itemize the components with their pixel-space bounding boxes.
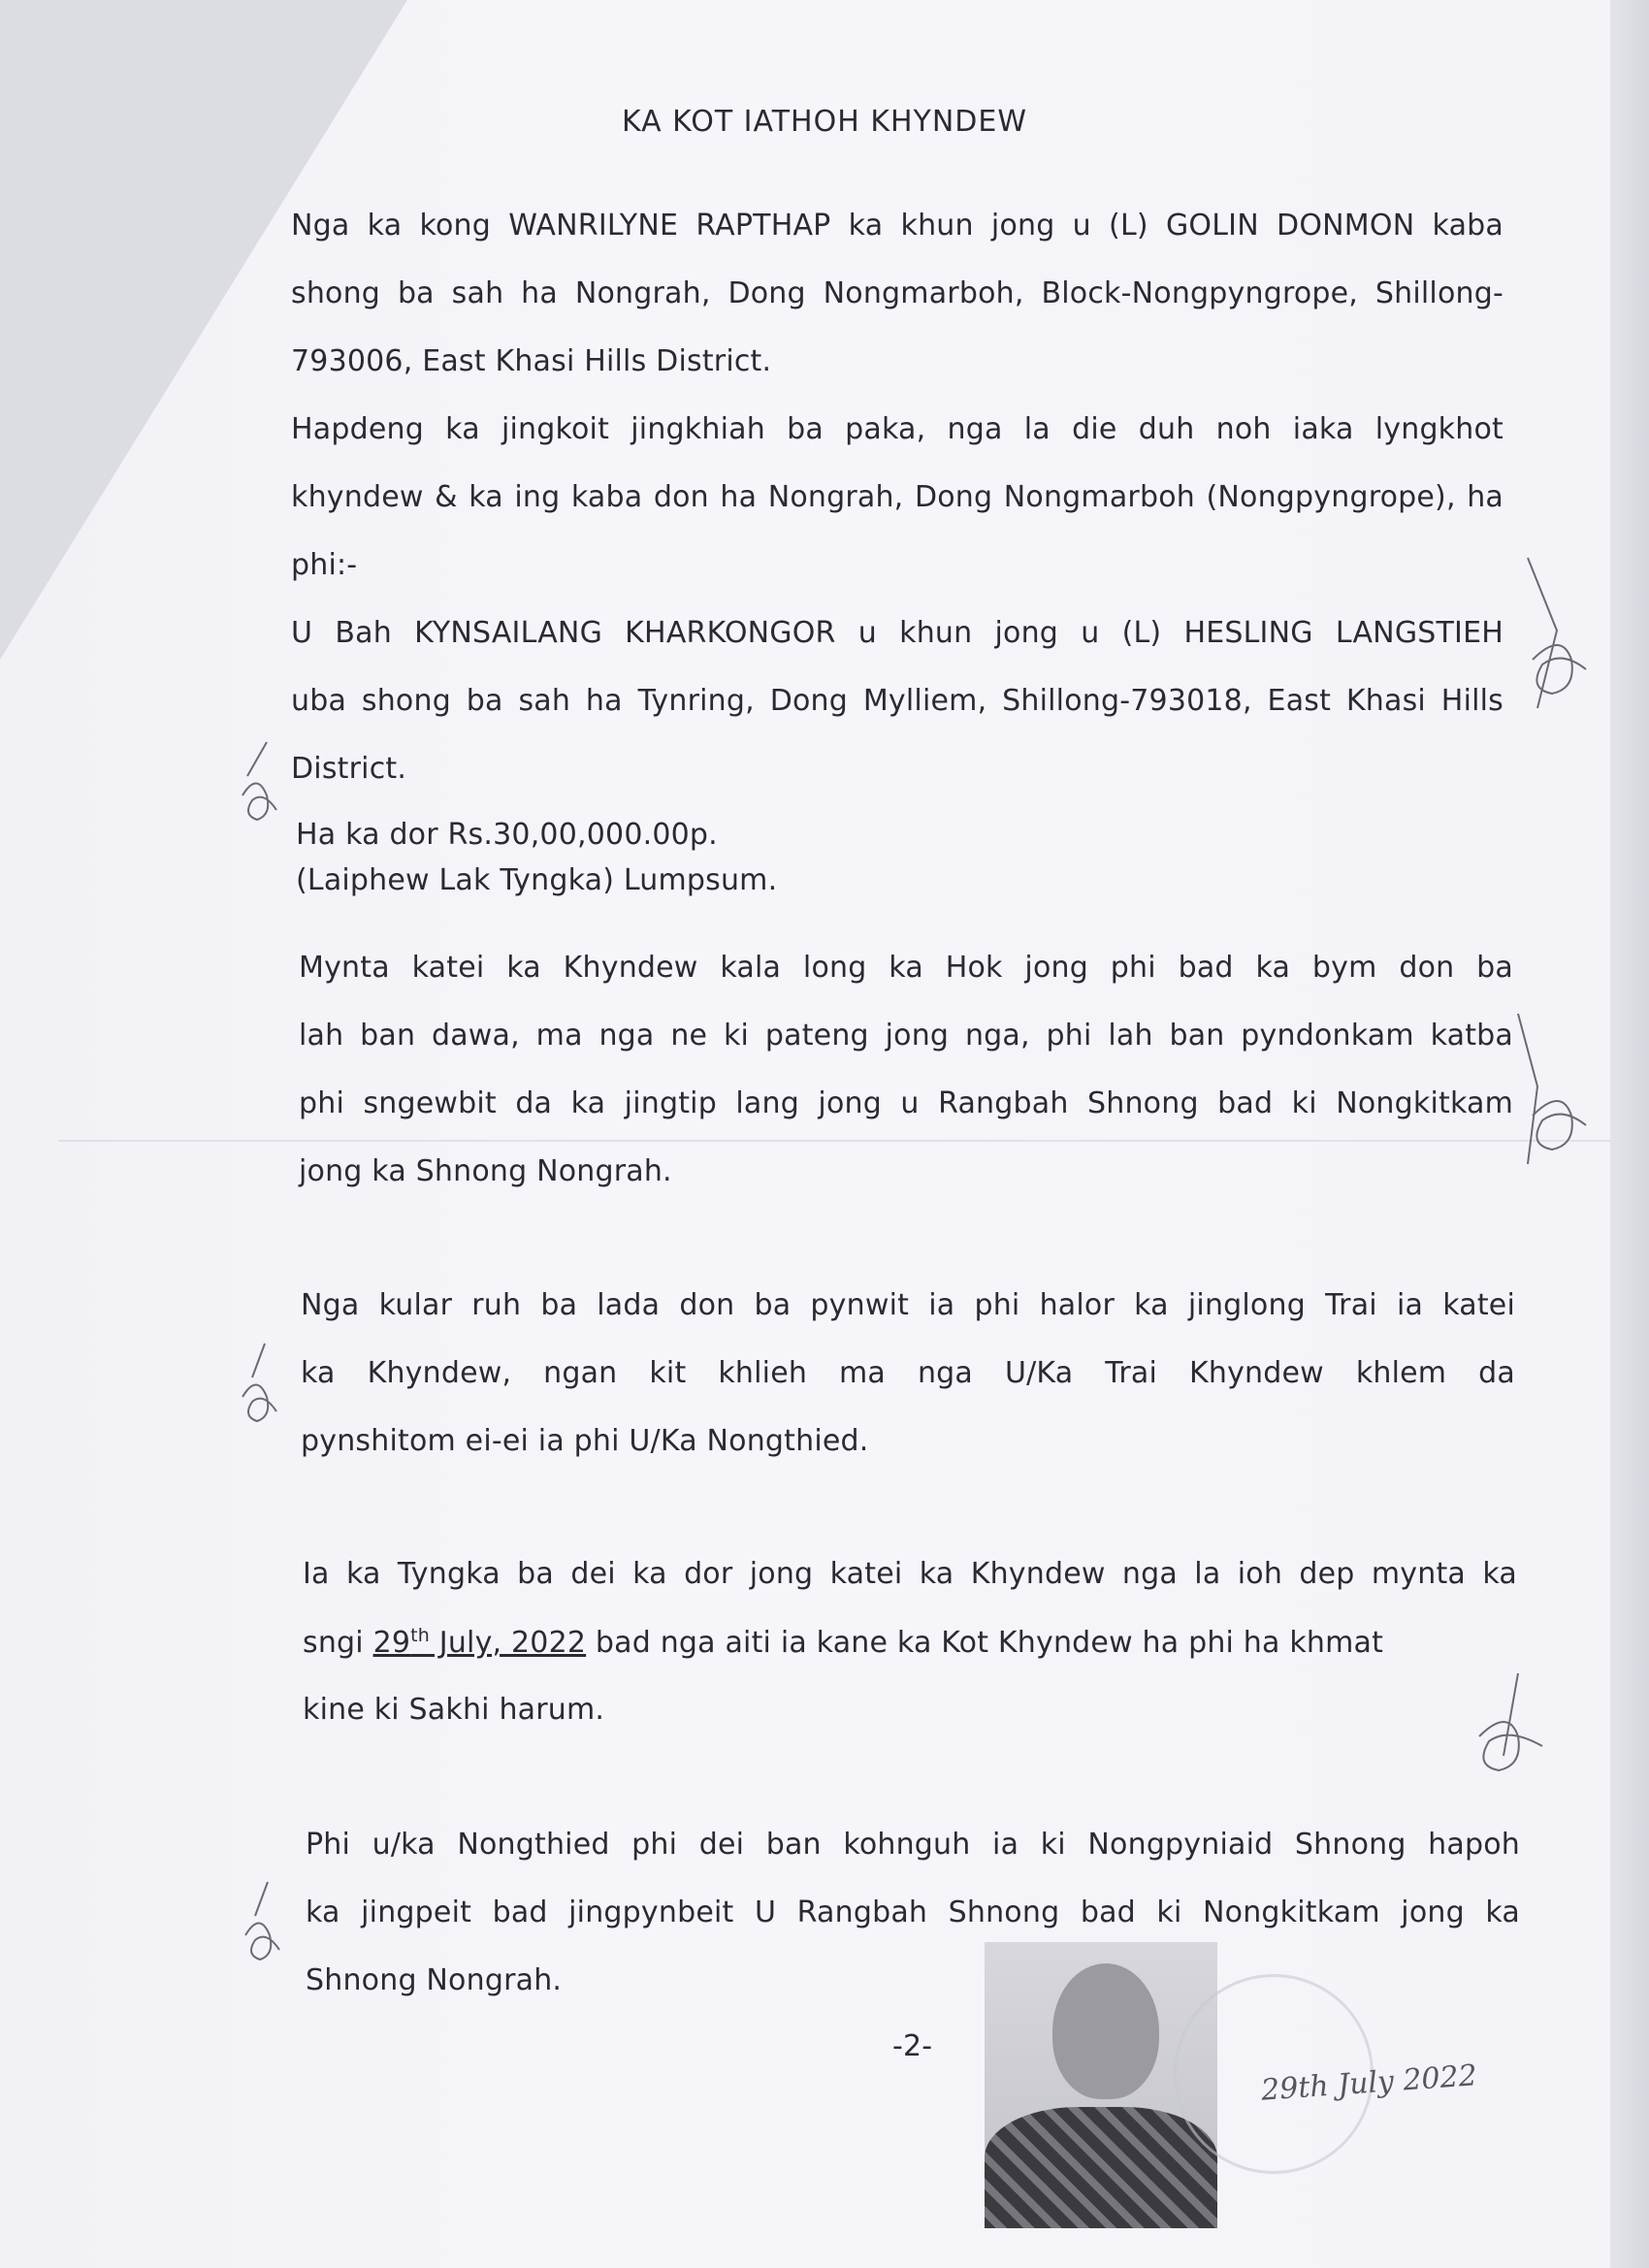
paragraph6-line3: kine ki Sakhi harum. [303,1693,605,1727]
handwritten-date: 29th July 2022 [1260,2058,1478,2108]
paragraph6-line1: Ia ka Tyngka ba dei ka dor jong katei ka Khyndew nga la ioh dep mynta ka [303,1557,1517,1591]
paragraph2-line1: Hapdeng ka jingkoit jingkhiah ba paka, nga la die duh noh iaka lyngkhot [291,412,1504,446]
paragraph7-line3: Shnong Nongrah. [306,1963,563,1997]
margin-signature-2 [228,1339,286,1445]
paragraph1-line2: shong ba sah ha Nongrah, Dong Nongmarboh, Block-Nongpyngrope, Shillong- [291,276,1504,310]
paragraph1-line3: 793006, East Khasi Hills District. [291,344,772,378]
right-signature-1 [1508,553,1596,737]
paragraph6-line2-post: bad nga aiti ia kane ka Kot Khyndew ha phi ha khmat [586,1626,1384,1660]
right-signature-3 [1460,1669,1576,1804]
page-edge [1610,0,1649,2268]
margin-signature-3 [231,1877,289,1984]
paragraph1-line1: Nga ka kong WANRILYNE RAPTHAP ka khun jong u (L) GOLIN DONMON kaba [291,209,1504,243]
paragraph5-line2: ka Khyndew, ngan kit khlieh ma nga U/Ka Trai Khyndew khlem da [301,1356,1515,1390]
photo-shirt [985,2107,1217,2228]
paragraph4-line1: Mynta katei ka Khyndew kala long ka Hok jong phi bad ka bym don ba [299,951,1513,985]
paragraph3-line1: U Bah KYNSAILANG KHARKONGOR u khun jong u (L) HESLING LANGSTIEH [291,616,1504,650]
sale-date-suffix: th [410,1625,431,1646]
paragraph6-line2-pre: sngi [303,1626,373,1660]
document-title: KA KOT IATHOH KHYNDEW [621,105,1028,139]
paragraph5-line1: Nga kular ruh ba lada don ba pynwit ia phi halor ka jinglong Trai ia katei [301,1288,1515,1322]
paragraph7-line2: ka jingpeit bad jingpynbeit U Rangbah Shnong bad ki Nongkitkam jong ka [306,1895,1520,1929]
paragraph2-line3: phi:- [291,548,358,582]
amount-line2: (Laiphew Lak Tyngka) Lumpsum. [296,863,778,897]
paragraph3-line3: District. [291,752,407,786]
right-signature-2 [1508,1009,1596,1193]
paragraph7-line1: Phi u/ka Nongthied phi dei ban kohnguh ia ki Nongpyniaid Shnong hapoh [306,1828,1520,1862]
paragraph4-line4: jong ka Shnong Nongrah. [299,1154,672,1188]
page-number: -2- [892,2029,933,2063]
sale-date-day: 29 [372,1626,411,1660]
paragraph2-line2: khyndew & ka ing kaba don ha Nongrah, Dong Nongmarboh (Nongpyngrope), ha [291,480,1504,514]
paragraph3-line2: uba shong ba sah ha Tynring, Dong Mylliem, Shillong-793018, East Khasi Hills [291,684,1504,718]
amount-line1: Ha ka dor Rs.30,00,000.00p. [296,818,718,852]
sale-date [373,1626,587,1660]
sale-date-month-year: July, 2022 [430,1626,587,1660]
paragraph4-line3: phi sngewbit da ka jingtip lang jong u Rangbah Shnong bad ki Nongkitkam [299,1086,1513,1120]
paragraph5-line3: pynshitom ei-ei ia phi U/Ka Nongthied. [301,1424,869,1458]
paper-crease [58,1140,1610,1142]
paragraph6-line2 [303,1625,1517,1660]
photo-head [1052,1963,1159,2099]
paragraph4-line2: lah ban dawa, ma nga ne ki pateng jong nga, phi lah ban pyndonkam katba [299,1019,1513,1053]
margin-signature-1 [228,737,286,844]
